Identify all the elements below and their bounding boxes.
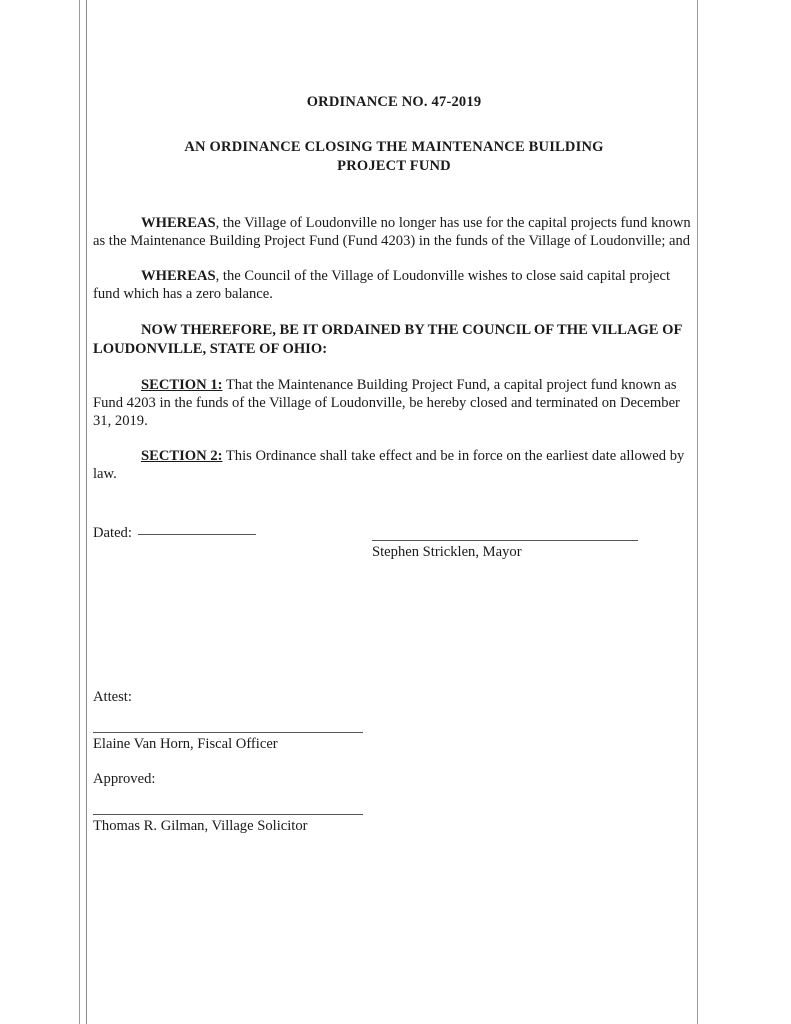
paragraph-whereas-1 (93, 214, 695, 250)
document-subtitle (93, 138, 695, 176)
mayor-signature-line[interactable] (372, 525, 638, 541)
signature-row-dated-mayor (93, 525, 695, 585)
document-subtitle-line-1: AN ORDINANCE CLOSING THE MAINTENANCE BUILDING (184, 139, 604, 155)
page-left-inner-rule (86, 0, 87, 1024)
whereas-1-text: , the Village of Loudonville no longer has use for the capital projects fund known as the Maintenance Building Project Fund (Fund 4203) in the funds of the Village of Loudonville; and (93, 215, 691, 250)
mayor-name: Stephen Stricklen, Mayor (372, 543, 522, 560)
dated-field (93, 525, 256, 542)
whereas-2-lead: WHEREAS (141, 268, 216, 285)
document-subtitle-line-2: PROJECT FUND (337, 158, 451, 175)
page-left-outer-rule (79, 0, 80, 1024)
paragraph-section-2 (93, 447, 695, 483)
page-right-rule (697, 0, 698, 1024)
fiscal-officer-signature-line[interactable] (93, 706, 363, 733)
section-2-lead: SECTION 2: (141, 447, 223, 464)
approved-label: Approved: (93, 770, 156, 787)
attest-label: Attest: (93, 688, 132, 705)
attest-signature-block (93, 689, 695, 753)
whereas-2-text: , the Council of the Village of Loudonville wishes to close said capital project fund which has a zero balance. (93, 268, 671, 303)
section-1-lead: SECTION 1: (141, 376, 223, 393)
approved-signature-block (93, 771, 695, 835)
solicitor-signature-line[interactable] (93, 788, 363, 815)
document-content (93, 0, 695, 1024)
whereas-1-lead: WHEREAS (141, 215, 216, 232)
mayor-signature-block (372, 525, 638, 561)
page-title: ORDINANCE NO. 47-2019 (306, 94, 482, 110)
dated-input-line[interactable] (138, 534, 256, 535)
fiscal-officer-name: Elaine Van Horn, Fiscal Officer (93, 735, 278, 752)
paragraph-whereas-2 (93, 267, 695, 303)
solicitor-name: Thomas R. Gilman, Village Solicitor (93, 817, 308, 834)
dated-label: Dated: (93, 524, 132, 541)
section-2-text: This Ordinance shall take effect and be in force on the earliest date allowed by law. (93, 447, 685, 482)
paragraph-now-therefore: NOW THEREFORE, BE IT ORDAINED BY THE COUNCIL OF THE VILLAGE OF LOUDONVILLE, STATE OF OHIO: (93, 322, 682, 357)
section-1-text: That the Maintenance Building Project Fund, a capital project fund known as Fund 4203 in the funds of the Village of Loudonville, be hereby closed and terminated on December 31, 2019. (93, 376, 680, 429)
paragraph-section-1 (93, 376, 695, 430)
